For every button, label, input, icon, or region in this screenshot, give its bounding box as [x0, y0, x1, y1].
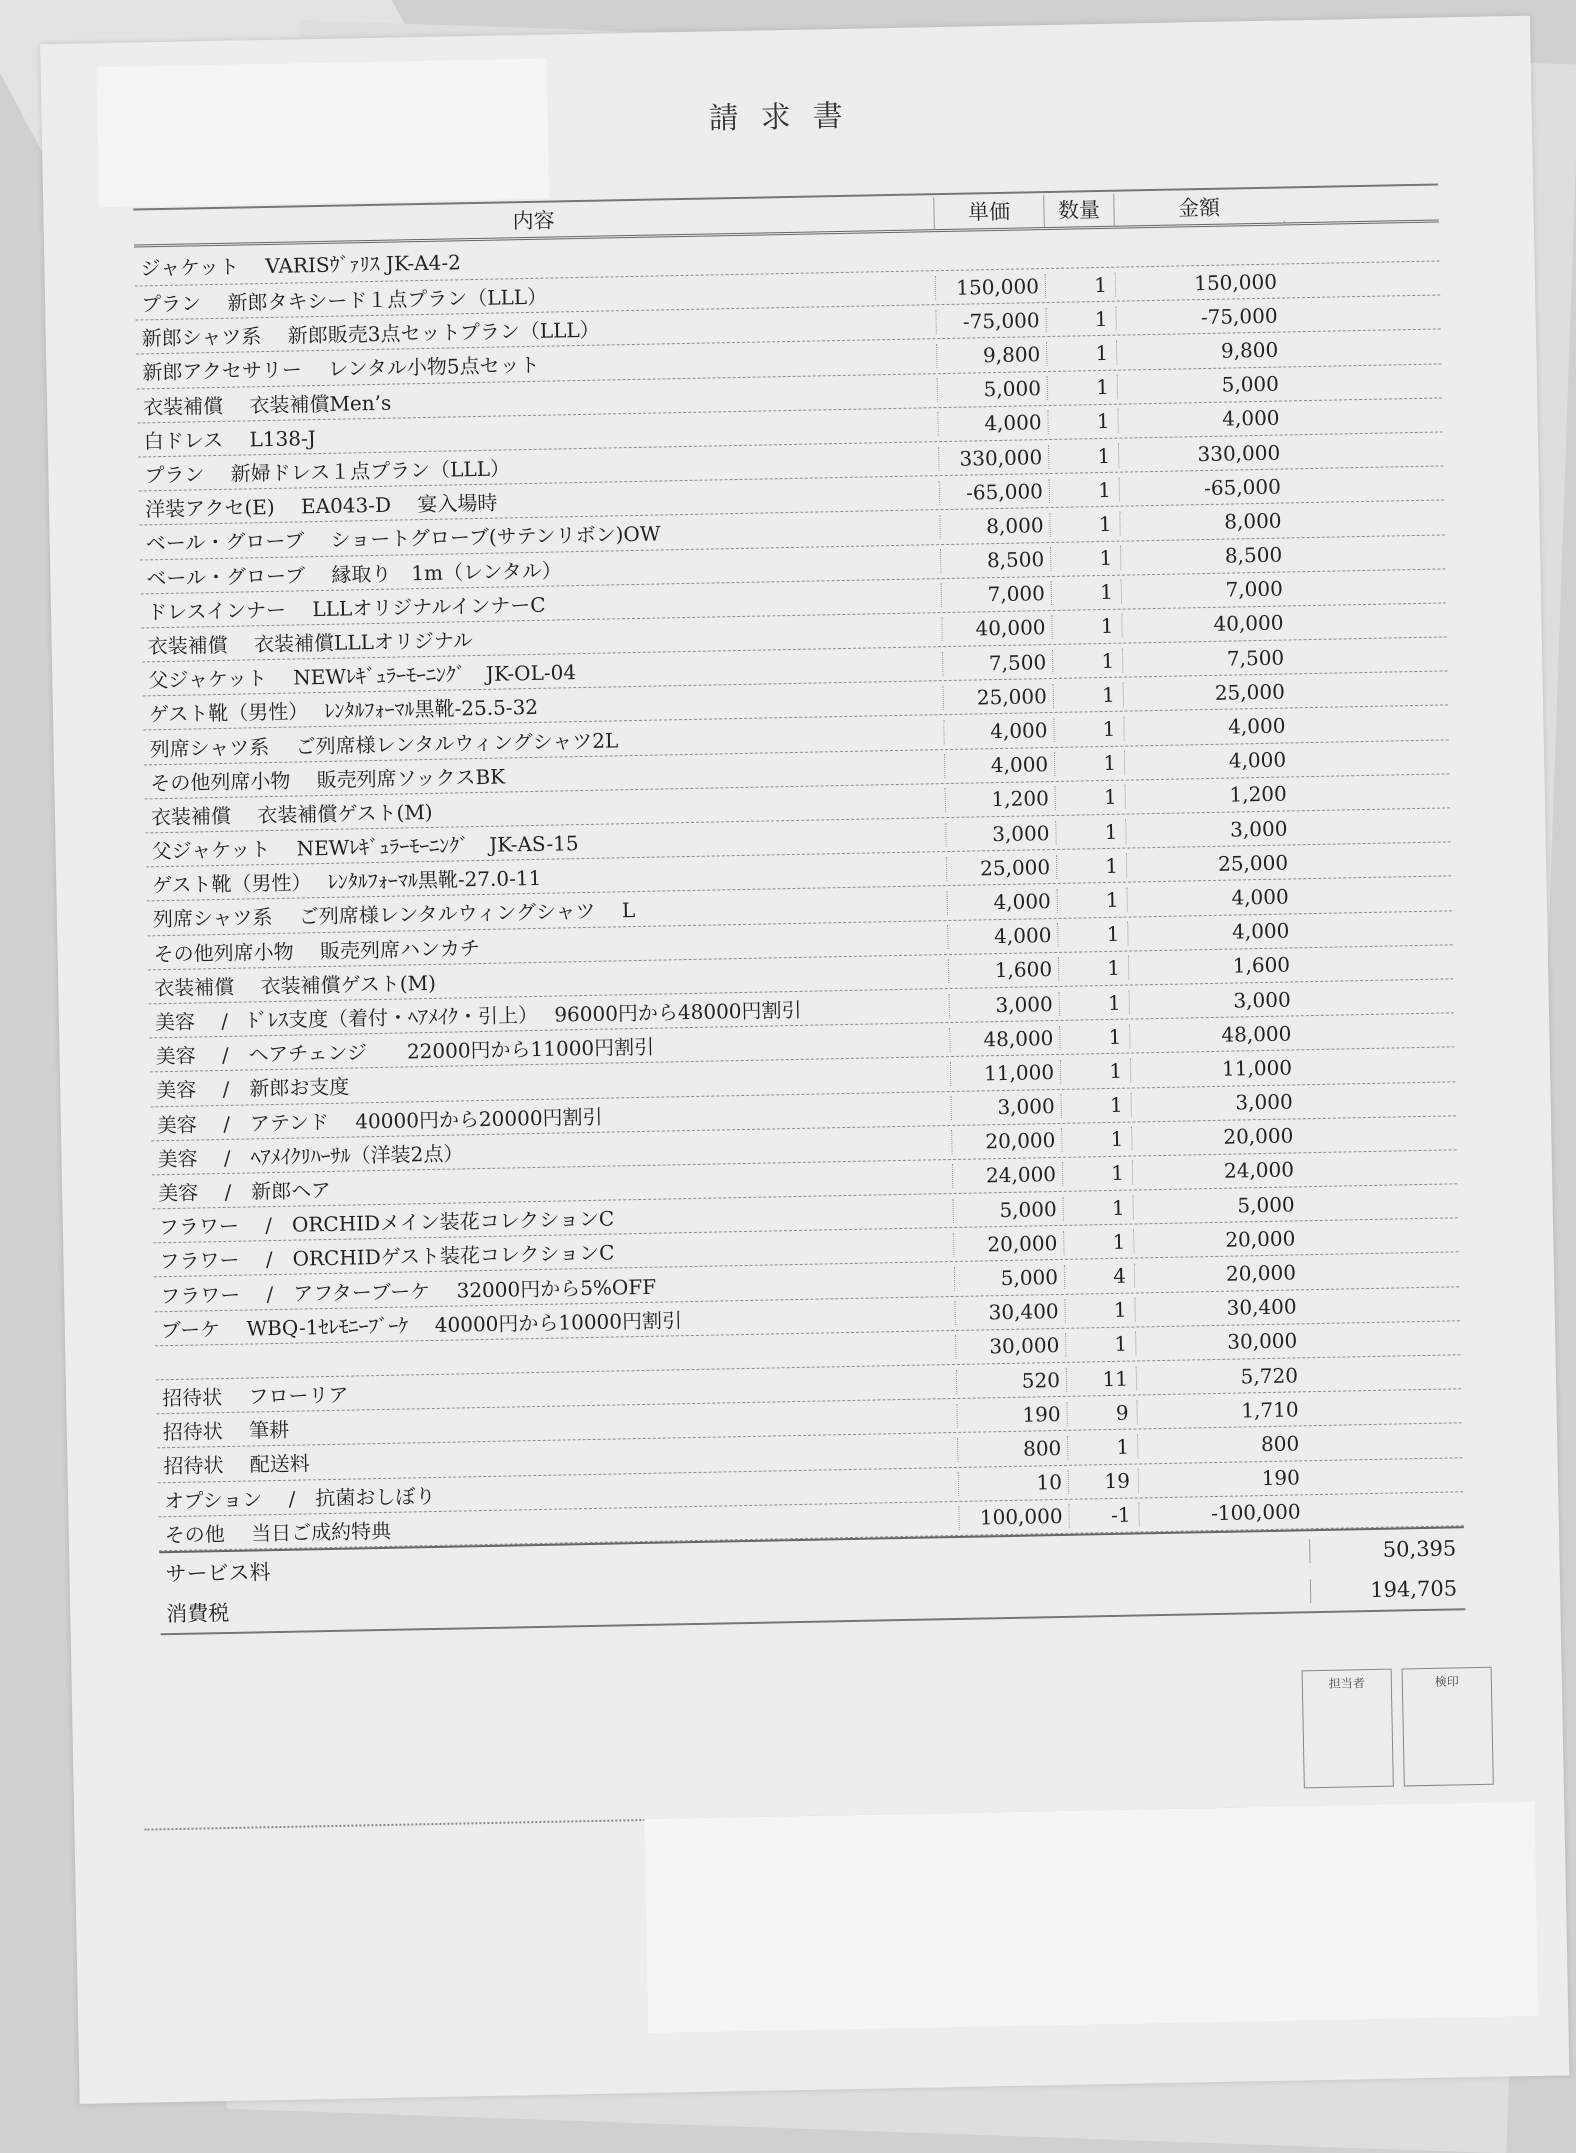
item-description: 招待状 配送料 — [163, 1451, 311, 1479]
item-quantity: 1 — [1058, 956, 1128, 981]
item-unit-price: 10 — [958, 1470, 1068, 1496]
item-unit-price: 190 — [956, 1402, 1066, 1428]
item-unit-price: 3,000 — [949, 991, 1059, 1017]
item-blank — [1286, 346, 1441, 349]
item-unit-price: 20,000 — [951, 1128, 1061, 1154]
item-blank — [1308, 1474, 1463, 1477]
item-quantity: 1 — [1057, 888, 1127, 913]
item-description: 美容 / 新郎ヘア — [157, 1177, 331, 1206]
item-description: 新郎アクセサリー レンタル小物5点セット — [142, 353, 540, 385]
item-unit-price: 9,800 — [936, 342, 1046, 368]
item-description: 招待状 フローリア — [161, 1382, 349, 1411]
item-description: フラワー / ORCHIDメイン装花コレクションC — [158, 1206, 615, 1240]
item-quantity: 1 — [1047, 375, 1117, 400]
item-quantity: 1 — [1053, 682, 1123, 707]
item-blank — [1305, 1304, 1460, 1307]
item-blank — [1301, 1133, 1456, 1136]
item-blank — [1307, 1440, 1462, 1443]
item-unit-price: 30,000 — [955, 1333, 1065, 1359]
item-amount: 4,000 — [1124, 748, 1294, 775]
item-amount: 8,500 — [1120, 542, 1290, 569]
item-amount: 1,710 — [1136, 1397, 1306, 1424]
item-description: 美容 / ﾍｱﾒｲｸﾘﾊｰｻﾙ（洋装2点） — [157, 1141, 464, 1172]
item-description: その他 当日ご成約特典 — [164, 1518, 392, 1548]
item-blank — [1287, 381, 1442, 384]
item-description: 美容 / ﾄﾞﾚｽ支度（着付・ﾍｱﾒｲｸ・引上） 96000円から48000円割引 — [154, 997, 802, 1035]
item-blank — [1299, 1030, 1454, 1033]
item-amount: 7,500 — [1122, 645, 1292, 672]
item-unit-price: 100,000 — [958, 1504, 1068, 1530]
item-blank — [1295, 791, 1450, 794]
item-description: 洋装アクセ(E) EA043-D 宴入場時 — [144, 490, 498, 522]
item-amount: 3,000 — [1130, 1089, 1300, 1116]
item-description: 美容 / 新郎お支度 — [156, 1074, 350, 1103]
item-blank — [1288, 415, 1443, 418]
item-amount: 25,000 — [1123, 679, 1293, 706]
invoice-table — [133, 183, 1465, 1635]
item-quantity: 1 — [1051, 580, 1121, 605]
tax-label: 消費税 — [166, 1600, 230, 1627]
item-description: ジャケット VARISｳﾞｧﾘｽ JK-A4-2 — [140, 249, 462, 280]
item-unit-price: 40,000 — [941, 615, 1051, 641]
item-blank — [1289, 483, 1444, 486]
item-quantity: 1 — [1067, 1434, 1137, 1459]
item-amount: 30,000 — [1135, 1329, 1305, 1356]
item-quantity: 1 — [1047, 409, 1117, 434]
item-unit-price: 7,500 — [942, 650, 1052, 676]
item-unit-price: 520 — [956, 1367, 1066, 1393]
item-description: その他列席小物 販売列席ソックスBK — [150, 764, 506, 796]
item-blank — [1302, 1167, 1457, 1170]
item-description: フラワー / ORCHIDゲスト装花コレクションC — [159, 1240, 615, 1274]
item-blank — [1297, 928, 1452, 931]
item-blank — [1291, 586, 1446, 589]
item-description: ベール・グローブ ショートグローブ(サテンリボン)OW — [145, 521, 661, 556]
item-amount: -75,000 — [1115, 303, 1285, 330]
item-unit-price: 150,000 — [935, 274, 1045, 300]
item-quantity: 1 — [1045, 272, 1115, 297]
item-blank — [1285, 278, 1440, 281]
item-unit-price: 4,000 — [944, 752, 1054, 778]
item-quantity: 1 — [1060, 1093, 1130, 1118]
item-quantity: 1 — [1054, 751, 1124, 776]
item-blank — [1300, 1064, 1455, 1067]
item-blank — [1297, 893, 1452, 896]
item-description: 父ジャケット NEWﾚｷﾞｭﾗｰﾓｰﾆﾝｸﾞ JK-AS-15 — [151, 831, 579, 864]
item-description: ドレスインナー LLLオリジナルインナーC — [146, 592, 546, 625]
item-quantity: 1 — [1062, 1161, 1132, 1186]
item-blank — [1290, 517, 1445, 520]
item-amount: 8,000 — [1119, 508, 1289, 535]
item-unit-price: -65,000 — [939, 479, 1049, 505]
item-quantity: 1 — [1049, 512, 1119, 537]
item-description: プラン 新郎タキシード１点プラン（LLL） — [140, 284, 548, 317]
item-blank — [1286, 312, 1441, 315]
item-blank — [1309, 1509, 1464, 1512]
item-blank — [1304, 1269, 1459, 1272]
item-unit-price: 30,400 — [954, 1299, 1064, 1325]
item-blank — [1301, 1098, 1456, 1101]
item-quantity: 1 — [1063, 1229, 1133, 1254]
item-quantity: 1 — [1045, 306, 1115, 331]
item-description: 列席シャツ系 ご列席様レンタルウィングシャツ2L — [149, 727, 619, 761]
item-blank — [1284, 241, 1439, 244]
redacted-block-bottom — [644, 1802, 1538, 2033]
table-body — [134, 222, 1464, 1551]
inspection-stamp-box — [1402, 1667, 1494, 1787]
item-description: 衣装補償 衣装補償ゲスト(M) — [150, 799, 433, 830]
item-unit-price — [934, 249, 1044, 251]
item-quantity: 1 — [1049, 477, 1119, 502]
item-unit-price: 25,000 — [943, 684, 1053, 710]
item-unit-price: 5,000 — [952, 1197, 1062, 1223]
header-unit-price: 単価 — [933, 195, 1044, 229]
item-description — [155, 1347, 955, 1362]
item-description: 列席シャツ系 ご列席様レンタルウィングシャツ L — [152, 898, 636, 932]
item-unit-price: 25,000 — [946, 855, 1056, 881]
item-amount: 800 — [1137, 1431, 1307, 1458]
item-description: フラワー / アフターブーケ 32000円から5%OFF — [159, 1274, 657, 1308]
item-blank — [1298, 962, 1453, 965]
item-amount — [1114, 244, 1284, 247]
item-amount: 5,000 — [1117, 372, 1287, 399]
item-description: 美容 / ヘアチェンジ 22000円から11000円割引 — [155, 1034, 655, 1069]
item-amount: 150,000 — [1115, 269, 1285, 296]
item-quantity: 1 — [1055, 785, 1125, 810]
item-amount: 190 — [1138, 1465, 1308, 1492]
item-amount: 40,000 — [1121, 611, 1291, 638]
item-unit-price: -75,000 — [935, 308, 1045, 334]
item-amount: 7,000 — [1121, 577, 1291, 604]
item-unit-price: 8,500 — [940, 547, 1050, 573]
item-amount: -100,000 — [1138, 1500, 1308, 1527]
item-description: 招待状 筆耕 — [162, 1418, 290, 1445]
item-quantity: 1 — [1057, 922, 1127, 947]
item-description: 衣装補償 衣装補償ゲスト(M) — [154, 970, 437, 1001]
item-description: ベール・グローブ 縁取り 1m（レンタル） — [146, 557, 562, 590]
item-amount: -65,000 — [1119, 474, 1289, 501]
item-unit-price: 5,000 — [954, 1265, 1064, 1291]
item-unit-price: 11,000 — [950, 1060, 1060, 1086]
item-amount: 30,400 — [1134, 1294, 1304, 1321]
item-description: 衣装補償 衣装補償Men’s — [142, 390, 392, 420]
item-quantity: 1 — [1055, 819, 1125, 844]
item-blank — [1306, 1372, 1461, 1375]
item-quantity: 1 — [1064, 1298, 1134, 1323]
item-quantity: 1 — [1062, 1195, 1132, 1220]
item-blank — [1293, 722, 1448, 725]
inspection-stamp-label: 検印 — [1434, 1674, 1459, 1689]
item-blank — [1290, 552, 1445, 555]
item-blank — [1299, 996, 1454, 999]
header-blank — [1284, 217, 1439, 222]
item-unit-price: 4,000 — [947, 923, 1057, 949]
item-blank — [1288, 449, 1443, 452]
item-quantity — [1044, 248, 1114, 249]
item-description: ゲスト靴（男性） ﾚﾝﾀﾙﾌｫｰﾏﾙ黒靴-27.0-11 — [152, 866, 542, 898]
item-unit-price: 4,000 — [937, 410, 1047, 436]
item-unit-price: 8,000 — [939, 513, 1049, 539]
item-quantity: 4 — [1064, 1264, 1134, 1289]
item-amount: 24,000 — [1132, 1158, 1302, 1185]
item-quantity: 9 — [1066, 1400, 1136, 1425]
item-quantity: 1 — [1052, 648, 1122, 673]
item-blank — [1292, 654, 1447, 657]
item-blank — [1291, 620, 1446, 623]
item-unit-price: 3,000 — [950, 1094, 1060, 1120]
item-quantity: 1 — [1059, 990, 1129, 1015]
item-amount: 1,600 — [1128, 953, 1298, 980]
item-quantity: 1 — [1060, 1058, 1130, 1083]
header-description: 内容 — [512, 208, 555, 234]
item-quantity: 1 — [1046, 341, 1116, 366]
item-blank — [1307, 1406, 1462, 1409]
item-quantity: 1 — [1051, 614, 1121, 639]
item-amount: 4,000 — [1127, 918, 1297, 945]
item-unit-price: 1,600 — [948, 957, 1058, 983]
item-description: ゲスト靴（男性） ﾚﾝﾀﾙﾌｫｰﾏﾙ黒靴-25.5-32 — [148, 695, 539, 727]
item-description: 新郎シャツ系 新郎販売3点セットプラン（LLL） — [141, 317, 600, 351]
item-amount: 4,000 — [1123, 713, 1293, 740]
item-blank — [1294, 757, 1449, 760]
item-blank — [1303, 1235, 1458, 1238]
item-unit-price: 48,000 — [949, 1026, 1059, 1052]
staff-stamp-box — [1302, 1669, 1394, 1789]
item-unit-price: 7,000 — [941, 581, 1051, 607]
service-fee-label: サービス料 — [165, 1560, 271, 1587]
item-unit-price: 20,000 — [953, 1231, 1063, 1257]
item-amount: 20,000 — [1133, 1226, 1303, 1253]
header-quantity: 数量 — [1043, 194, 1114, 227]
item-quantity: 1 — [1053, 717, 1123, 742]
item-amount: 3,000 — [1125, 816, 1295, 843]
item-amount: 1,200 — [1125, 782, 1295, 809]
item-blank — [1303, 1201, 1458, 1204]
item-description: 衣装補償 衣装補償LLLオリジナル — [147, 628, 474, 659]
item-description: ブーケ WBQ-1ｾﾚﾓﾆｰﾌﾞｰｹ 40000円から10000円割引 — [160, 1307, 683, 1342]
item-amount: 11,000 — [1130, 1055, 1300, 1082]
staff-stamp-label: 担当者 — [1328, 1676, 1365, 1691]
item-blank — [1295, 825, 1450, 828]
item-unit-price: 5,000 — [937, 376, 1047, 402]
item-unit-price: 4,000 — [943, 718, 1053, 744]
item-unit-price: 800 — [957, 1436, 1067, 1462]
item-quantity: 19 — [1068, 1469, 1138, 1494]
item-unit-price: 24,000 — [952, 1162, 1062, 1188]
item-amount: 3,000 — [1128, 987, 1298, 1014]
item-description: プラン 新婦ドレス１点プラン（LLL） — [144, 456, 511, 488]
item-description: 白ドレス L138-J — [143, 425, 316, 454]
item-amount: 330,000 — [1118, 440, 1288, 467]
header-amount: 金額 — [1113, 190, 1284, 225]
item-quantity: 11 — [1066, 1366, 1136, 1391]
page-title: 請求書 — [708, 98, 866, 137]
item-unit-price: 3,000 — [945, 821, 1055, 847]
item-unit-price: 1,200 — [945, 786, 1055, 812]
item-quantity: 1 — [1050, 546, 1120, 571]
item-amount: 48,000 — [1129, 1021, 1299, 1048]
tax-value: 194,705 — [1310, 1576, 1465, 1603]
item-quantity: 1 — [1056, 853, 1126, 878]
item-amount: 9,800 — [1116, 337, 1286, 364]
item-amount: 4,000 — [1117, 406, 1287, 433]
item-quantity: -1 — [1068, 1503, 1138, 1528]
item-description: 美容 / アテンド 40000円から20000円割引 — [156, 1104, 603, 1137]
item-amount: 4,000 — [1127, 884, 1297, 911]
item-amount: 5,720 — [1136, 1363, 1306, 1390]
item-quantity: 1 — [1048, 443, 1118, 468]
item-unit-price: 4,000 — [947, 889, 1057, 915]
item-amount: 5,000 — [1132, 1192, 1302, 1219]
item-amount: 25,000 — [1126, 850, 1296, 877]
item-description: オプション / 抗菌おしぼり — [163, 1483, 436, 1513]
item-amount: 20,000 — [1131, 1124, 1301, 1151]
item-quantity: 1 — [1061, 1127, 1131, 1152]
item-amount: 20,000 — [1134, 1260, 1304, 1287]
invoice-sheet — [40, 16, 1569, 2104]
item-quantity: 1 — [1059, 1024, 1129, 1049]
item-quantity: 1 — [1065, 1332, 1135, 1357]
item-unit-price: 330,000 — [938, 445, 1048, 471]
item-description: その他列席小物 販売列席ハンカチ — [153, 935, 481, 966]
item-blank — [1296, 859, 1451, 862]
item-blank — [1305, 1338, 1460, 1341]
service-fee-value: 50,395 — [1309, 1536, 1464, 1563]
item-description: 父ジャケット NEWﾚｷﾞｭﾗｰﾓｰﾆﾝｸﾞ JK-OL-04 — [148, 660, 577, 693]
item-blank — [1293, 688, 1448, 691]
